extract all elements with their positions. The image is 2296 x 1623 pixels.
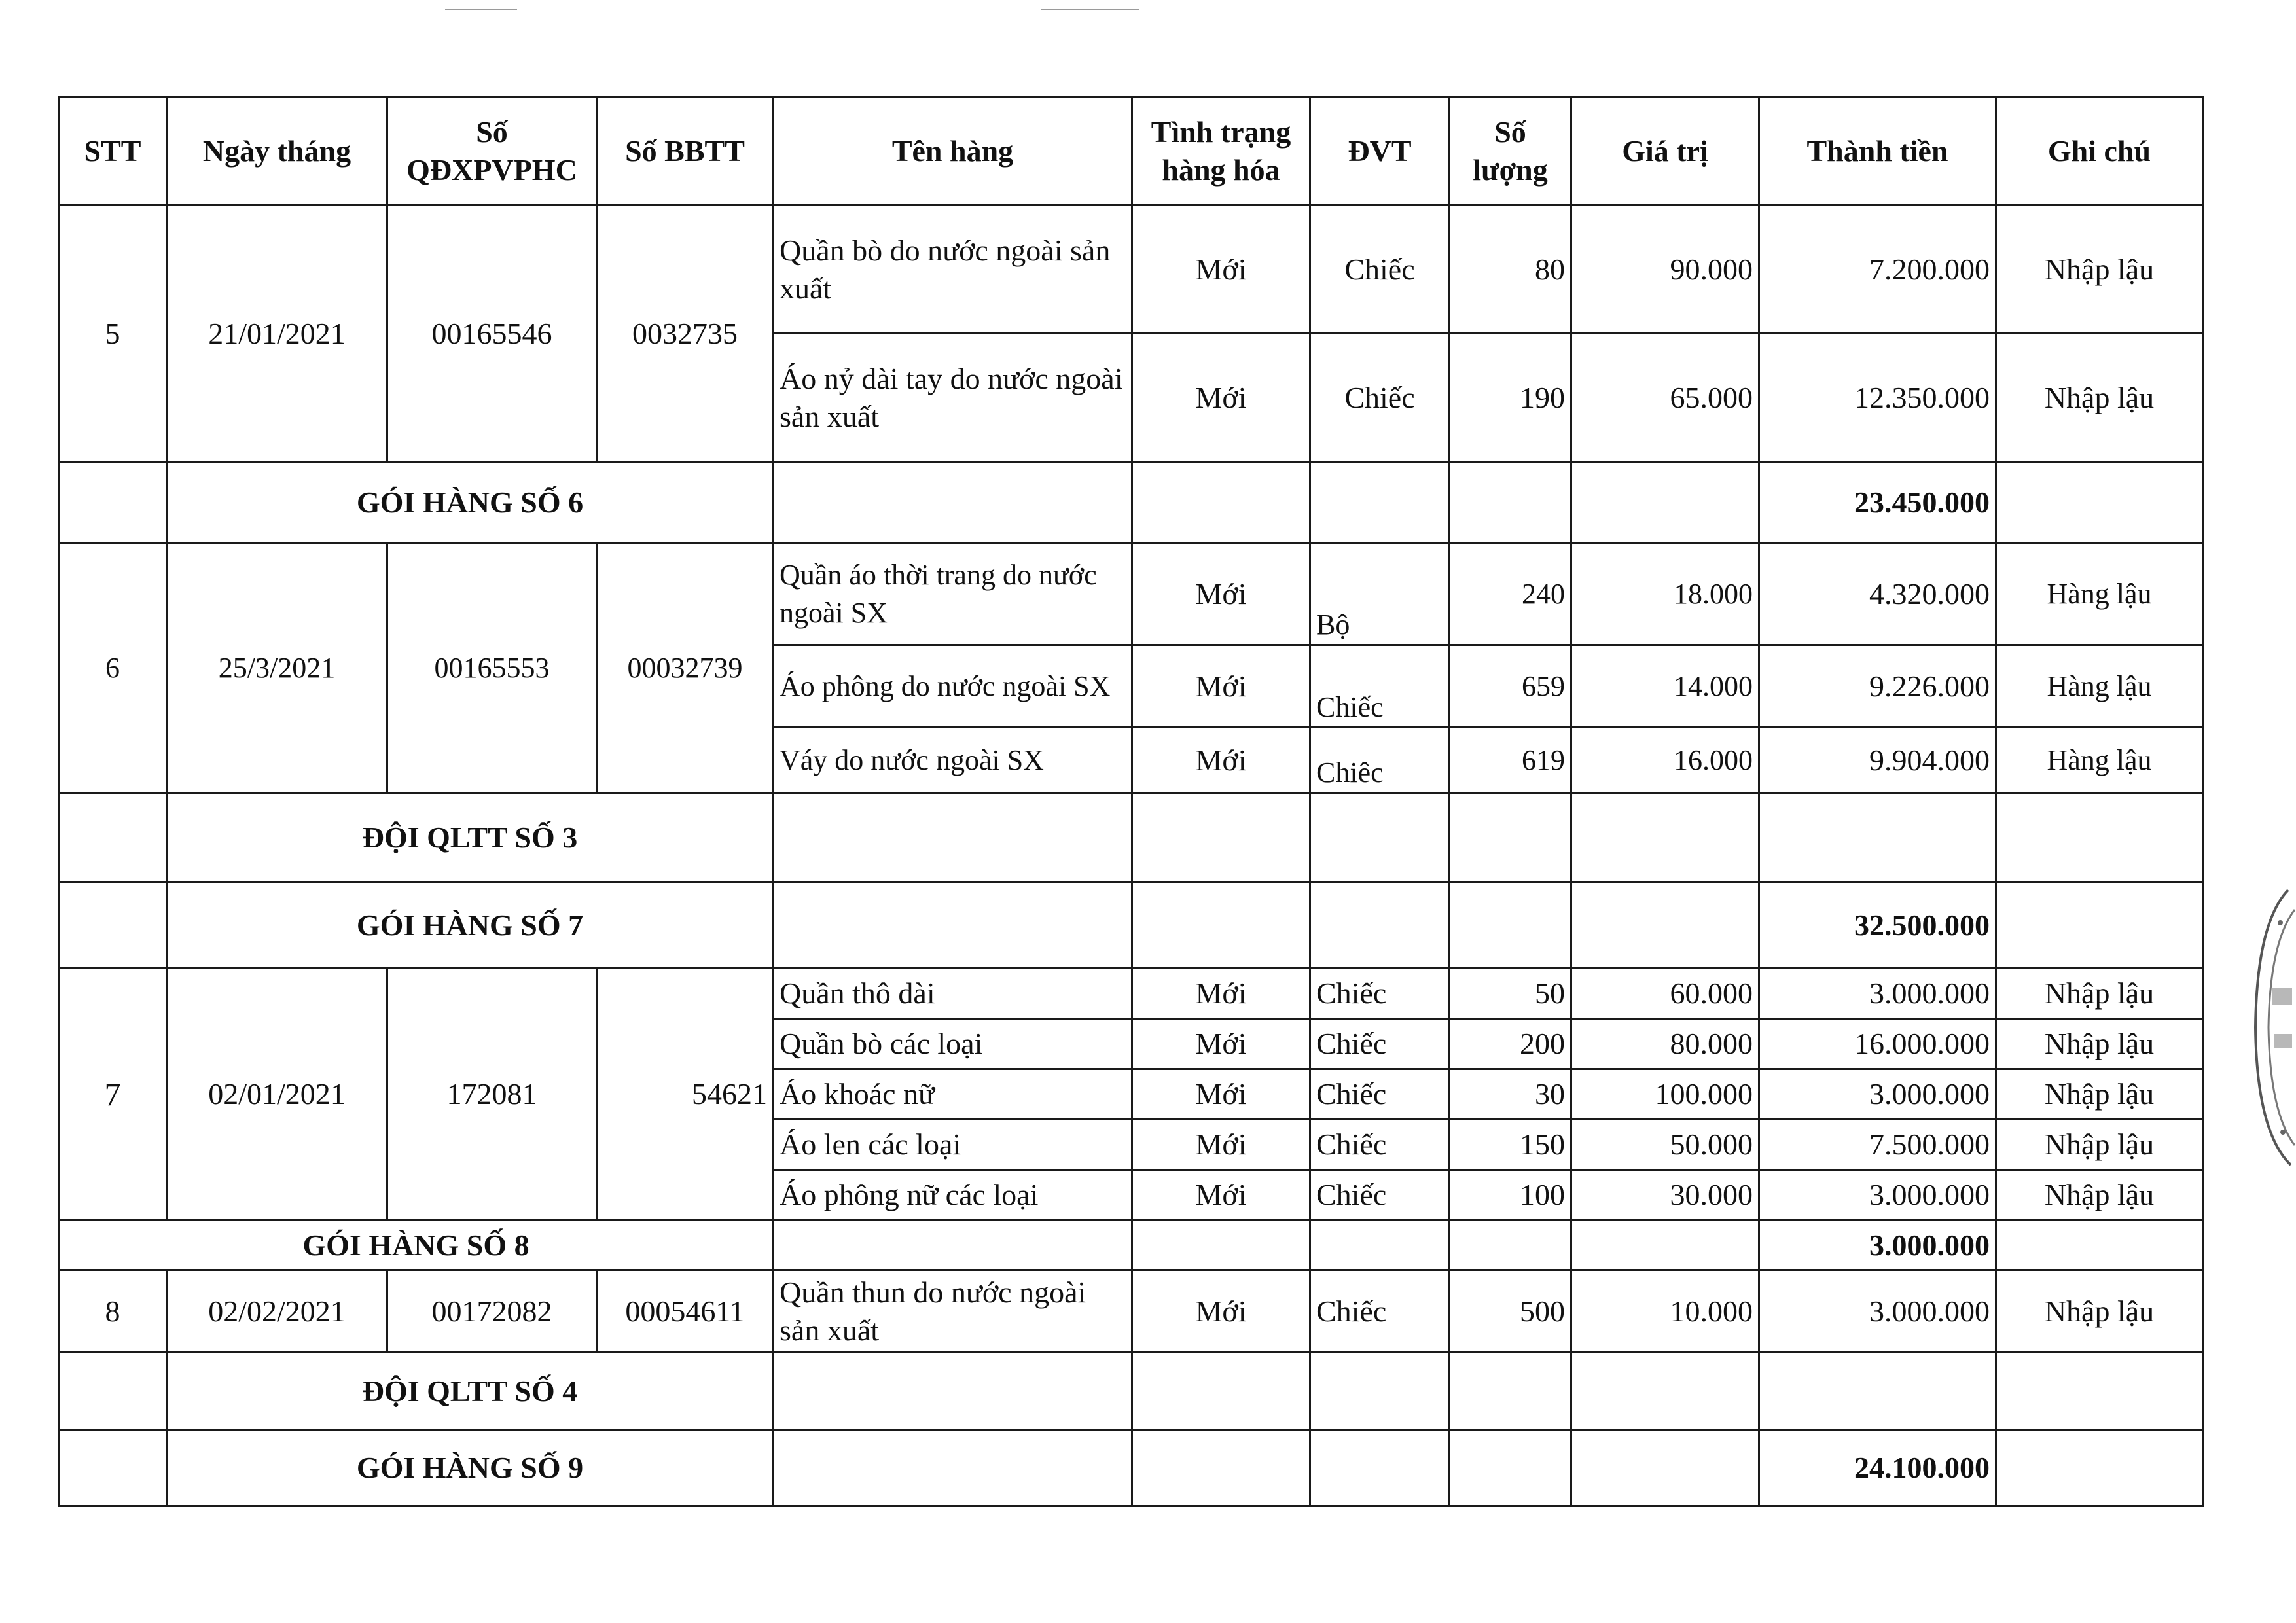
group-total: 32.500.000 (1759, 882, 1996, 969)
record-number-cell: 00054611 (597, 1270, 774, 1353)
amount-cell: 16.000.000 (1759, 1019, 1996, 1069)
amount-cell: 3.000.000 (1759, 1170, 1996, 1221)
status-cell: Mới (1132, 969, 1310, 1019)
price-cell: 30.000 (1571, 1170, 1759, 1221)
stt-cell: 6 (59, 543, 167, 793)
amount-cell: 12.350.000 (1759, 334, 1996, 462)
note-cell: Nhập lậu (1996, 1270, 2203, 1353)
group-row (59, 882, 2203, 969)
goods-name-cell: Quần bò do nước ngoài sản xuất (774, 205, 1132, 334)
note-cell: Nhập lậu (1996, 1120, 2203, 1170)
goods-name-cell: Áo phông nữ các loại (774, 1170, 1132, 1221)
goods-name-cell: Áo len các loại (774, 1120, 1132, 1170)
status-cell: Mới (1132, 205, 1310, 334)
price-cell: 80.000 (1571, 1019, 1759, 1069)
header-row (59, 97, 2203, 205)
quantity-cell: 50 (1450, 969, 1571, 1019)
scan-artifact (445, 9, 517, 10)
goods-name-cell: Áo nỷ dài tay do nước ngoài sản xuất (774, 334, 1132, 462)
record-number-cell: 0032735 (597, 205, 774, 462)
decision-number-cell: 172081 (387, 969, 597, 1221)
team-row (59, 793, 2203, 882)
header-goods-name: Tên hàng (774, 97, 1132, 205)
unit-cell: Chiếc (1310, 205, 1450, 334)
date-cell: 02/01/2021 (167, 969, 387, 1221)
unit-cell: Chiếc (1310, 1170, 1450, 1221)
table-row (59, 969, 2203, 1019)
amount-cell: 9.226.000 (1759, 645, 1996, 728)
note-cell: Hàng lậu (1996, 728, 2203, 793)
table-row (59, 543, 2203, 645)
team-label: ĐỘI QLTT SỐ 3 (167, 793, 774, 882)
unit-cell: Chiếc (1310, 1019, 1450, 1069)
record-number-cell: 00032739 (597, 543, 774, 793)
unit-cell: Chiếc (1310, 1069, 1450, 1120)
team-label: ĐỘI QLTT SỐ 4 (167, 1353, 774, 1430)
price-cell: 18.000 (1571, 543, 1759, 645)
note-cell: Nhập lậu (1996, 205, 2203, 334)
scan-artifact (1041, 9, 1139, 10)
stt-cell: 5 (59, 205, 167, 462)
record-number-cell: 54621 (597, 969, 774, 1221)
status-cell: Mới (1132, 543, 1310, 645)
group-label: GÓI HÀNG SỐ 8 (59, 1221, 774, 1270)
header-stt: STT (59, 97, 167, 205)
status-cell: Mới (1132, 1120, 1310, 1170)
status-cell: Mới (1132, 645, 1310, 728)
group-total: 3.000.000 (1759, 1221, 1996, 1270)
unit-cell: Chiếc (1310, 1120, 1450, 1170)
header-date: Ngày tháng (167, 97, 387, 205)
group-label: GÓI HÀNG SỐ 6 (167, 462, 774, 543)
unit-cell: Chiếc (1310, 645, 1450, 728)
unit-cell: Chiếc (1310, 969, 1450, 1019)
amount-cell: 4.320.000 (1759, 543, 1996, 645)
unit-cell: Bộ (1310, 543, 1450, 645)
goods-name-cell: Áo phông do nước ngoài SX (774, 645, 1132, 728)
date-cell: 02/02/2021 (167, 1270, 387, 1353)
price-cell: 14.000 (1571, 645, 1759, 728)
quantity-cell: 240 (1450, 543, 1571, 645)
goods-name-cell: Áo khoác nữ (774, 1069, 1132, 1120)
quantity-cell: 80 (1450, 205, 1571, 334)
goods-name-cell: Váy do nước ngoài SX (774, 728, 1132, 793)
date-cell: 21/01/2021 (167, 205, 387, 462)
status-cell: Mới (1132, 1019, 1310, 1069)
price-cell: 60.000 (1571, 969, 1759, 1019)
status-cell: Mới (1132, 1170, 1310, 1221)
group-row (59, 1430, 2203, 1506)
quantity-cell: 619 (1450, 728, 1571, 793)
quantity-cell: 200 (1450, 1019, 1571, 1069)
amount-cell: 3.000.000 (1759, 969, 1996, 1019)
group-total: 23.450.000 (1759, 462, 1996, 543)
stt-cell: 8 (59, 1270, 167, 1353)
header-record-number: Số BBTT (597, 97, 774, 205)
header-unit: ĐVT (1310, 97, 1450, 205)
price-cell: 50.000 (1571, 1120, 1759, 1170)
goods-ledger-table (58, 96, 2204, 1507)
group-label: GÓI HÀNG SỐ 9 (167, 1430, 774, 1506)
stamp-fragment-icon (2250, 883, 2296, 1171)
header-decision-number: Số QĐXPVPHC (387, 97, 597, 205)
amount-cell: 7.200.000 (1759, 205, 1996, 334)
note-cell: Nhập lậu (1996, 969, 2203, 1019)
header-note: Ghi chú (1996, 97, 2203, 205)
goods-name-cell: Quần bò các loại (774, 1019, 1132, 1069)
note-cell: Hàng lậu (1996, 543, 2203, 645)
table-row (59, 205, 2203, 334)
decision-number-cell: 00165553 (387, 543, 597, 793)
group-total: 24.100.000 (1759, 1430, 1996, 1506)
amount-cell: 9.904.000 (1759, 728, 1996, 793)
unit-cell: Chiếc (1310, 334, 1450, 462)
note-cell: Hàng lậu (1996, 645, 2203, 728)
table-row (59, 1270, 2203, 1353)
group-row (59, 1221, 2203, 1270)
goods-name-cell: Quần thô dài (774, 969, 1132, 1019)
team-row (59, 1353, 2203, 1430)
note-cell: Nhập lậu (1996, 1069, 2203, 1120)
date-cell: 25/3/2021 (167, 543, 387, 793)
price-cell: 90.000 (1571, 205, 1759, 334)
quantity-cell: 500 (1450, 1270, 1571, 1353)
note-cell: Nhập lậu (1996, 1019, 2203, 1069)
status-cell: Mới (1132, 334, 1310, 462)
price-cell: 16.000 (1571, 728, 1759, 793)
quantity-cell: 100 (1450, 1170, 1571, 1221)
amount-cell: 3.000.000 (1759, 1069, 1996, 1120)
amount-cell: 3.000.000 (1759, 1270, 1996, 1353)
quantity-cell: 30 (1450, 1069, 1571, 1120)
header-goods-status: Tình trạng hàng hóa (1132, 97, 1310, 205)
stt-cell: 7 (59, 969, 167, 1221)
goods-name-cell: Quần áo thời trang do nước ngoài SX (774, 543, 1132, 645)
quantity-cell: 190 (1450, 334, 1571, 462)
decision-number-cell: 00165546 (387, 205, 597, 462)
group-row (59, 462, 2203, 543)
status-cell: Mới (1132, 1270, 1310, 1353)
note-cell: Nhập lậu (1996, 1170, 2203, 1221)
header-amount: Thành tiền (1759, 97, 1996, 205)
amount-cell: 7.500.000 (1759, 1120, 1996, 1170)
header-quantity: Số lượng (1450, 97, 1571, 205)
decision-number-cell: 00172082 (387, 1270, 597, 1353)
quantity-cell: 150 (1450, 1120, 1571, 1170)
status-cell: Mới (1132, 728, 1310, 793)
unit-cell: Chiếc (1310, 1270, 1450, 1353)
price-cell: 10.000 (1571, 1270, 1759, 1353)
unit-cell: Chiêc (1310, 728, 1450, 793)
quantity-cell: 659 (1450, 645, 1571, 728)
status-cell: Mới (1132, 1069, 1310, 1120)
price-cell: 100.000 (1571, 1069, 1759, 1120)
goods-name-cell: Quần thun do nước ngoài sản xuất (774, 1270, 1132, 1353)
header-unit-price: Giá trị (1571, 97, 1759, 205)
price-cell: 65.000 (1571, 334, 1759, 462)
group-label: GÓI HÀNG SỐ 7 (167, 882, 774, 969)
note-cell: Nhập lậu (1996, 334, 2203, 462)
